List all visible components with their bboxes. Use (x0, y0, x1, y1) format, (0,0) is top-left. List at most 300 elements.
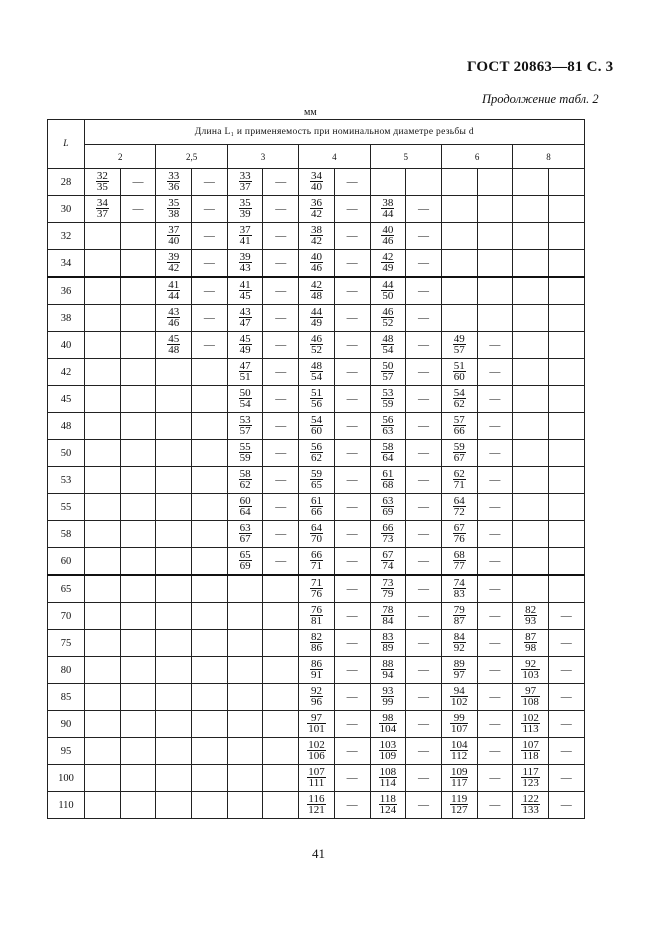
length-fraction-cell (299, 169, 335, 196)
fraction-denominator: 54 (239, 398, 251, 411)
applicability-dash: — (489, 528, 501, 540)
applicability-cell (192, 305, 228, 332)
fraction-value (310, 415, 323, 437)
length-fraction-cell (299, 196, 335, 223)
applicability-dash: — (346, 203, 358, 215)
fraction-denominator: 74 (382, 560, 394, 573)
applicability-cell (120, 494, 156, 521)
fraction-numerator: 50 (239, 386, 251, 399)
applicability-cell (192, 386, 228, 413)
length-fraction-cell (227, 332, 263, 359)
fraction-numerator: 76 (310, 603, 322, 616)
fraction-numerator: 122 (522, 792, 539, 805)
applicability-cell (263, 169, 299, 196)
length-fraction-cell (513, 169, 549, 196)
fraction-value (381, 388, 394, 410)
document-header: ГОСТ 20863—81 С. 3 (467, 59, 614, 75)
length-cell: 85 (48, 684, 85, 711)
fraction-value (450, 740, 469, 762)
fraction-value (239, 442, 252, 464)
applicability-cell (406, 603, 442, 630)
fraction-value (167, 280, 180, 302)
fraction-value (453, 361, 466, 383)
applicability-cell (548, 359, 584, 386)
fraction-numerator: 45 (168, 332, 180, 345)
length-fraction-cell (441, 711, 477, 738)
fraction-value (453, 442, 466, 464)
applicability-dash: — (275, 474, 287, 486)
length-fraction-cell (441, 657, 477, 684)
applicability-cell (477, 521, 513, 548)
fraction-numerator: 36 (310, 196, 322, 209)
fraction-denominator: 38 (168, 208, 180, 221)
fraction-numerator: 102 (308, 738, 325, 751)
diameter-column-header: 4 (299, 145, 370, 169)
applicability-cell (406, 413, 442, 440)
length-fraction-cell (227, 494, 263, 521)
applicability-cell (548, 575, 584, 603)
length-fraction-cell (370, 305, 406, 332)
applicability-dash: — (418, 474, 430, 486)
applicability-cell (334, 277, 370, 305)
fraction-value (453, 605, 466, 627)
length-fraction-cell (370, 684, 406, 711)
fraction-denominator: 67 (453, 452, 465, 465)
applicability-cell (263, 521, 299, 548)
applicability-dash: — (346, 555, 358, 567)
fraction-denominator: 73 (382, 533, 394, 546)
applicability-cell (477, 657, 513, 684)
length-fraction-cell (299, 630, 335, 657)
fraction-denominator: 37 (96, 208, 108, 221)
fraction-denominator: 71 (310, 560, 322, 573)
length-fraction-cell (370, 738, 406, 765)
applicability-dash: — (275, 447, 287, 459)
length-fraction-cell (85, 711, 121, 738)
applicability-cell (548, 277, 584, 305)
applicability-cell (120, 738, 156, 765)
applicability-cell (192, 575, 228, 603)
applicability-cell (263, 630, 299, 657)
fraction-numerator: 58 (382, 440, 394, 453)
applicability-dash: — (489, 610, 501, 622)
applicability-cell (406, 196, 442, 223)
fraction-denominator: 69 (382, 506, 394, 519)
applicability-cell (263, 738, 299, 765)
applicability-cell (120, 386, 156, 413)
applicability-cell (192, 494, 228, 521)
applicability-dash: — (203, 230, 215, 242)
fraction-denominator: 37 (239, 181, 251, 194)
applicability-cell (548, 250, 584, 278)
fraction-numerator: 63 (382, 494, 394, 507)
applicability-dash: — (275, 285, 287, 297)
fraction-denominator: 62 (453, 398, 465, 411)
fraction-denominator: 51 (239, 371, 251, 384)
applicability-dash: — (346, 610, 358, 622)
applicability-cell (477, 792, 513, 819)
fraction-value (239, 469, 252, 491)
fraction-denominator: 40 (168, 235, 180, 248)
length-cell: 80 (48, 657, 85, 684)
fraction-value (310, 659, 323, 681)
length-cell: 100 (48, 765, 85, 792)
length-fraction-cell (156, 738, 192, 765)
length-fraction-cell (513, 359, 549, 386)
applicability-cell (334, 386, 370, 413)
fraction-numerator: 108 (379, 765, 397, 778)
fraction-numerator: 64 (310, 521, 322, 534)
fraction-value (381, 469, 394, 491)
length-fraction-cell (370, 548, 406, 576)
fraction-value (167, 171, 180, 193)
applicability-dash: — (346, 528, 358, 540)
length-fraction-cell (513, 603, 549, 630)
applicability-dash: — (489, 691, 501, 703)
fraction-numerator: 98 (379, 713, 398, 725)
length-fraction-cell (441, 223, 477, 250)
fraction-numerator: 56 (382, 413, 394, 426)
fraction-denominator: 62 (310, 452, 322, 465)
units-label: мм (304, 107, 317, 118)
length-cell: 58 (48, 521, 85, 548)
fraction-numerator: 68 (453, 548, 465, 561)
fraction-value (381, 632, 394, 654)
applicability-cell (120, 305, 156, 332)
length-fraction-cell (441, 630, 477, 657)
fraction-numerator: 82 (525, 603, 537, 616)
applicability-dash: — (203, 339, 215, 351)
applicability-cell (406, 494, 442, 521)
fraction-value (310, 578, 323, 600)
fraction-denominator: 46 (168, 317, 180, 330)
length-fraction-cell (227, 223, 263, 250)
length-fraction-cell (299, 413, 335, 440)
fraction-numerator: 86 (310, 657, 322, 670)
length-fraction-cell (85, 305, 121, 332)
length-fraction-cell (299, 359, 335, 386)
fraction-numerator: 73 (382, 576, 394, 589)
applicability-cell (263, 765, 299, 792)
applicability-cell (263, 277, 299, 305)
fraction-denominator: 96 (310, 696, 322, 709)
applicability-cell (334, 223, 370, 250)
fraction-numerator: 84 (453, 630, 465, 643)
length-fraction-cell (85, 630, 121, 657)
fraction-denominator: 67 (239, 533, 251, 546)
fraction-value (381, 307, 394, 329)
applicability-dash: — (418, 772, 430, 784)
fraction-numerator: 35 (239, 196, 251, 209)
applicability-cell (120, 413, 156, 440)
applicability-cell (406, 359, 442, 386)
applicability-dash: — (346, 745, 358, 757)
fraction-value (239, 198, 252, 220)
length-fraction-cell (85, 548, 121, 576)
table-row (48, 494, 585, 521)
fraction-denominator: 54 (310, 371, 322, 384)
applicability-cell (120, 169, 156, 196)
applicability-cell (548, 792, 584, 819)
length-fraction-cell (156, 494, 192, 521)
fraction-denominator: 83 (453, 588, 465, 601)
length-fraction-cell (513, 332, 549, 359)
fraction-value (521, 767, 540, 789)
length-cell: 34 (48, 250, 85, 278)
applicability-cell (548, 765, 584, 792)
applicability-cell (120, 250, 156, 278)
table-row (48, 332, 585, 359)
length-cell: 95 (48, 738, 85, 765)
table-row (48, 440, 585, 467)
applicability-cell (406, 792, 442, 819)
applicability-dash: — (489, 420, 501, 432)
applicability-dash: — (346, 772, 358, 784)
fraction-numerator: 48 (382, 332, 394, 345)
table-row (48, 521, 585, 548)
fraction-value (310, 469, 323, 491)
fraction-numerator: 83 (382, 630, 394, 643)
length-fraction-cell (156, 305, 192, 332)
fraction-numerator: 47 (239, 359, 251, 372)
fraction-numerator: 66 (310, 548, 322, 561)
length-fraction-cell (441, 277, 477, 305)
applicability-cell (192, 630, 228, 657)
fraction-numerator: 39 (239, 250, 251, 263)
fraction-denominator: 108 (522, 696, 539, 709)
length-cell: 50 (48, 440, 85, 467)
fraction-value (310, 334, 323, 356)
fraction-denominator: 56 (310, 398, 322, 411)
fraction-numerator: 38 (310, 223, 322, 236)
applicability-cell (120, 684, 156, 711)
length-fraction-cell (156, 603, 192, 630)
length-fraction-cell (513, 494, 549, 521)
applicability-cell (548, 548, 584, 576)
fraction-numerator: 107 (522, 738, 539, 751)
length-fraction-cell (227, 386, 263, 413)
length-cell: 75 (48, 630, 85, 657)
fraction-numerator: 42 (382, 250, 394, 263)
fraction-denominator: 44 (382, 208, 394, 221)
applicability-cell (192, 467, 228, 494)
length-fraction-cell (85, 250, 121, 278)
applicability-dash: — (346, 583, 358, 595)
applicability-cell (192, 521, 228, 548)
applicability-cell (477, 332, 513, 359)
fraction-numerator: 103 (379, 738, 397, 751)
table-row (48, 630, 585, 657)
length-fraction-cell (299, 386, 335, 413)
applicability-dash: — (418, 528, 430, 540)
applicability-dash: — (346, 366, 358, 378)
fraction-denominator: 87 (453, 615, 465, 628)
length-fraction-cell (85, 196, 121, 223)
fraction-numerator: 42 (310, 278, 322, 291)
length-cell: 36 (48, 277, 85, 305)
length-fraction-cell (299, 738, 335, 765)
length-fraction-cell (441, 305, 477, 332)
length-fraction-cell (370, 386, 406, 413)
fraction-numerator: 71 (310, 576, 322, 589)
applicability-cell (406, 332, 442, 359)
length-fraction-cell (227, 521, 263, 548)
fraction-value (381, 198, 394, 220)
applicability-cell (477, 765, 513, 792)
applicability-cell (406, 169, 442, 196)
length-fraction-cell (513, 765, 549, 792)
fraction-numerator: 48 (310, 359, 322, 372)
fraction-denominator: 69 (239, 560, 251, 573)
fraction-value (239, 225, 252, 247)
applicability-cell (120, 196, 156, 223)
applicability-dash: — (560, 664, 572, 676)
fraction-numerator: 109 (450, 765, 468, 778)
table-row (48, 467, 585, 494)
applicability-cell (477, 305, 513, 332)
fraction-numerator: 107 (308, 765, 325, 778)
length-fraction-cell (370, 196, 406, 223)
applicability-cell (406, 575, 442, 603)
fraction-numerator: 56 (310, 440, 322, 453)
length-fraction-cell (85, 359, 121, 386)
applicability-cell (406, 521, 442, 548)
length-fraction-cell (513, 413, 549, 440)
fraction-value (307, 740, 326, 762)
length-fraction-cell (85, 440, 121, 467)
applicability-cell (192, 440, 228, 467)
applicability-cell (120, 630, 156, 657)
fraction-denominator: 77 (453, 560, 465, 573)
length-fraction-cell (85, 277, 121, 305)
length-fraction-cell (85, 575, 121, 603)
applicability-cell (477, 277, 513, 305)
length-cell: 60 (48, 548, 85, 576)
fraction-denominator: 93 (525, 615, 537, 628)
applicability-cell (263, 711, 299, 738)
fraction-value (167, 307, 180, 329)
applicability-cell (548, 305, 584, 332)
fraction-value (239, 334, 252, 356)
fraction-value (310, 361, 323, 383)
length-fraction-cell (370, 575, 406, 603)
fraction-denominator: 59 (382, 398, 394, 411)
fraction-denominator: 89 (382, 642, 394, 655)
applicability-dash: — (203, 312, 215, 324)
fraction-value (381, 280, 394, 302)
fraction-value (310, 605, 323, 627)
applicability-dash: — (346, 420, 358, 432)
fraction-numerator: 93 (382, 684, 394, 697)
fraction-value (524, 632, 537, 654)
length-fraction-cell (227, 196, 263, 223)
length-fraction-cell (370, 711, 406, 738)
length-fraction-cell (370, 494, 406, 521)
table-row (48, 684, 585, 711)
length-fraction-cell (513, 548, 549, 576)
applicability-dash: — (489, 772, 501, 784)
length-fraction-cell (299, 684, 335, 711)
fraction-denominator: 49 (310, 317, 322, 330)
length-fraction-cell (85, 494, 121, 521)
applicability-cell (477, 494, 513, 521)
applicability-cell (477, 467, 513, 494)
applicability-cell (263, 494, 299, 521)
fraction-value (450, 767, 469, 789)
applicability-cell (406, 765, 442, 792)
fraction-value (453, 415, 466, 437)
fraction-value (96, 171, 109, 193)
length-fraction-cell (370, 413, 406, 440)
fraction-numerator: 46 (382, 305, 394, 318)
length-fraction-cell (441, 467, 477, 494)
length-fraction-cell (299, 711, 335, 738)
applicability-cell (263, 250, 299, 278)
diameter-column-header: 5 (370, 145, 441, 169)
length-fraction-cell (513, 386, 549, 413)
length-fraction-cell (370, 765, 406, 792)
fraction-value (381, 659, 394, 681)
fraction-numerator: 58 (239, 467, 251, 480)
length-fraction-cell (513, 305, 549, 332)
table-caption: Длина L₁ и применяемость при номинальном диаметре резьбы d (85, 120, 585, 145)
applicability-dash: — (418, 230, 430, 242)
length-fraction-cell (227, 657, 263, 684)
fraction-numerator: 33 (239, 169, 251, 182)
applicability-dash: — (418, 691, 430, 703)
applicability-cell (406, 711, 442, 738)
fraction-numerator: 99 (450, 713, 469, 725)
fraction-numerator: 89 (453, 657, 465, 670)
length-fraction-cell (156, 548, 192, 576)
applicability-cell (192, 765, 228, 792)
applicability-dash: — (418, 203, 430, 215)
fraction-numerator: 54 (310, 413, 322, 426)
fraction-denominator: 60 (310, 425, 322, 438)
table-row (48, 711, 585, 738)
applicability-dash: — (418, 799, 430, 811)
applicability-cell (406, 684, 442, 711)
applicability-cell (548, 413, 584, 440)
fraction-denominator: 121 (308, 804, 325, 817)
applicability-cell (548, 440, 584, 467)
applicability-cell (334, 250, 370, 278)
length-fraction-cell (513, 196, 549, 223)
fraction-value (239, 361, 252, 383)
applicability-dash: — (560, 799, 572, 811)
applicability-cell (120, 792, 156, 819)
fraction-value (96, 198, 109, 220)
applicability-cell (192, 277, 228, 305)
fraction-value (310, 225, 323, 247)
length-fraction-cell (299, 332, 335, 359)
applicability-dash: — (489, 447, 501, 459)
applicability-cell (334, 684, 370, 711)
length-fraction-cell (85, 657, 121, 684)
length-fraction-cell (370, 792, 406, 819)
length-fraction-cell (513, 575, 549, 603)
applicability-dash: — (489, 718, 501, 730)
applicability-cell (263, 440, 299, 467)
length-fraction-cell (85, 603, 121, 630)
fraction-numerator: 87 (525, 630, 537, 643)
applicability-cell (477, 196, 513, 223)
length-fraction-cell (156, 765, 192, 792)
table-body (48, 169, 585, 819)
applicability-cell (192, 657, 228, 684)
fraction-numerator: 38 (382, 196, 394, 209)
length-fraction-cell (441, 359, 477, 386)
